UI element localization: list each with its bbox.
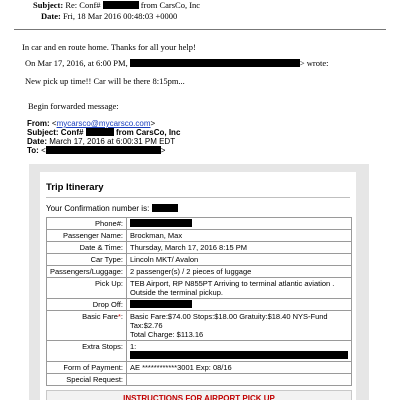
table-row xyxy=(47,254,352,266)
forwarded-date-label: Date: xyxy=(27,137,48,146)
table-row xyxy=(47,242,352,254)
passenger-value: Brockman, Max xyxy=(126,230,351,242)
airport-instructions-banner xyxy=(46,390,352,400)
date-label: Date: xyxy=(41,11,61,21)
redacted-recipient xyxy=(46,146,161,154)
car-type-value: Lincoln MKT/ Avalon xyxy=(126,254,351,266)
dropoff-label: Drop Off: xyxy=(47,299,127,311)
subject-prefix: Re: Conf# xyxy=(65,0,101,10)
redacted-forwarded-conf xyxy=(86,128,114,136)
payment-value: AE ************3001 Exp: 08/16 xyxy=(126,362,351,374)
subject-suffix: from CarsCo, Inc xyxy=(140,0,201,10)
to-close-bracket: > xyxy=(160,146,166,155)
forwarded-to-row xyxy=(27,146,165,156)
itinerary-title: Trip Itinerary xyxy=(46,182,104,193)
subject-row xyxy=(33,0,200,10)
special-request-value xyxy=(126,374,351,386)
redacted-dropoff xyxy=(130,300,192,308)
date-row xyxy=(41,11,177,21)
header-divider xyxy=(14,29,386,30)
fare-breakdown: Basic Fare:$74.00 Stops:$18.00 Gratuity:$18.40 NYS-Fund Tax:$2.76 xyxy=(129,312,328,330)
from-close-bracket: > xyxy=(150,119,156,128)
redacted-conf-number xyxy=(103,1,139,9)
redacted-confirmation-number xyxy=(152,204,178,212)
fare-value xyxy=(126,311,351,341)
pickup-label: Pick Up: xyxy=(47,278,127,299)
fare-total: Total Charge: $113.16 xyxy=(129,330,204,339)
redacted-sender xyxy=(130,59,300,67)
payment-label: Form of Payment: xyxy=(47,362,127,374)
forwarded-date-value: March 17, 2016 at 6:00:31 PM EDT xyxy=(49,137,176,146)
redacted-stop-address xyxy=(130,351,348,359)
subject-label: Subject: xyxy=(33,0,64,10)
table-row xyxy=(47,266,352,278)
datetime-label: Date & Time: xyxy=(47,242,127,254)
special-request-label: Special Request: xyxy=(47,374,127,386)
pickup-value: TEB Airport, RP N855PT Arriving to terminal atlantic aviation . Outside the terminal pickup. xyxy=(126,278,351,299)
dropoff-value xyxy=(126,299,351,311)
fare-asterisk: * xyxy=(117,312,121,321)
phone-label: Phone#: xyxy=(47,218,127,230)
stops-value xyxy=(126,341,351,362)
fare-colon: : xyxy=(120,312,123,321)
stops-label: Extra Stops: xyxy=(47,341,127,362)
from-email-link[interactable]: mycarsco@mycarsco.com xyxy=(56,119,151,128)
itinerary-table xyxy=(46,217,352,386)
fare-label-text: Basic Fare xyxy=(82,312,118,321)
forwarded-subject-suffix: from CarsCo, Inc xyxy=(115,128,181,137)
quote-header-suffix: > wrote: xyxy=(299,58,329,68)
itinerary-divider xyxy=(46,197,350,198)
redacted-phone xyxy=(130,219,192,227)
forwarded-to-label: To: xyxy=(27,146,39,155)
confirmation-line xyxy=(46,204,178,213)
forwarded-from-label: From: xyxy=(27,119,50,128)
table-row xyxy=(47,299,352,311)
table-row xyxy=(47,362,352,374)
date-value: Fri, 18 Mar 2016 00:48:03 +0000 xyxy=(62,11,178,21)
luggage-value: 2 passenger(s) / 2 pieces of luggage xyxy=(126,266,351,278)
passenger-label: Passenger Name: xyxy=(47,230,127,242)
quote-header-prefix: On Mar 17, 2016, at 6:00 PM, xyxy=(25,58,128,68)
stops-count: 1: xyxy=(129,342,137,351)
body-line-forwarded: Begin forwarded message: xyxy=(28,101,119,111)
phone-value xyxy=(126,218,351,230)
table-row xyxy=(47,230,352,242)
fare-label xyxy=(47,311,127,341)
to-open-bracket: < xyxy=(41,146,46,155)
body-line-quote-header xyxy=(25,58,328,68)
table-row xyxy=(47,341,352,362)
table-row xyxy=(47,311,352,341)
from-open-bracket: < xyxy=(51,119,57,128)
forwarded-subject-label: Subject: xyxy=(27,128,59,137)
datetime-value: Thursday, March 17, 2016 8:15 PM xyxy=(126,242,351,254)
car-type-label: Car Type: xyxy=(47,254,127,266)
forwarded-subject-prefix: Conf# xyxy=(60,128,84,137)
airport-instructions-heading: INSTRUCTIONS FOR AIRPORT PICK UP xyxy=(123,394,275,400)
table-row xyxy=(47,278,352,299)
table-row xyxy=(47,218,352,230)
body-line-reply: In car and en route home. Thanks for all your help! xyxy=(22,42,196,52)
confirmation-label: Your Confirmation number is: xyxy=(46,204,150,213)
body-line-pickup-time: New pick up time!! Car will be there 8:15pm... xyxy=(25,76,185,86)
luggage-label: Passengers/Luggage: xyxy=(47,266,127,278)
table-row xyxy=(47,374,352,386)
itinerary-card xyxy=(40,172,356,400)
